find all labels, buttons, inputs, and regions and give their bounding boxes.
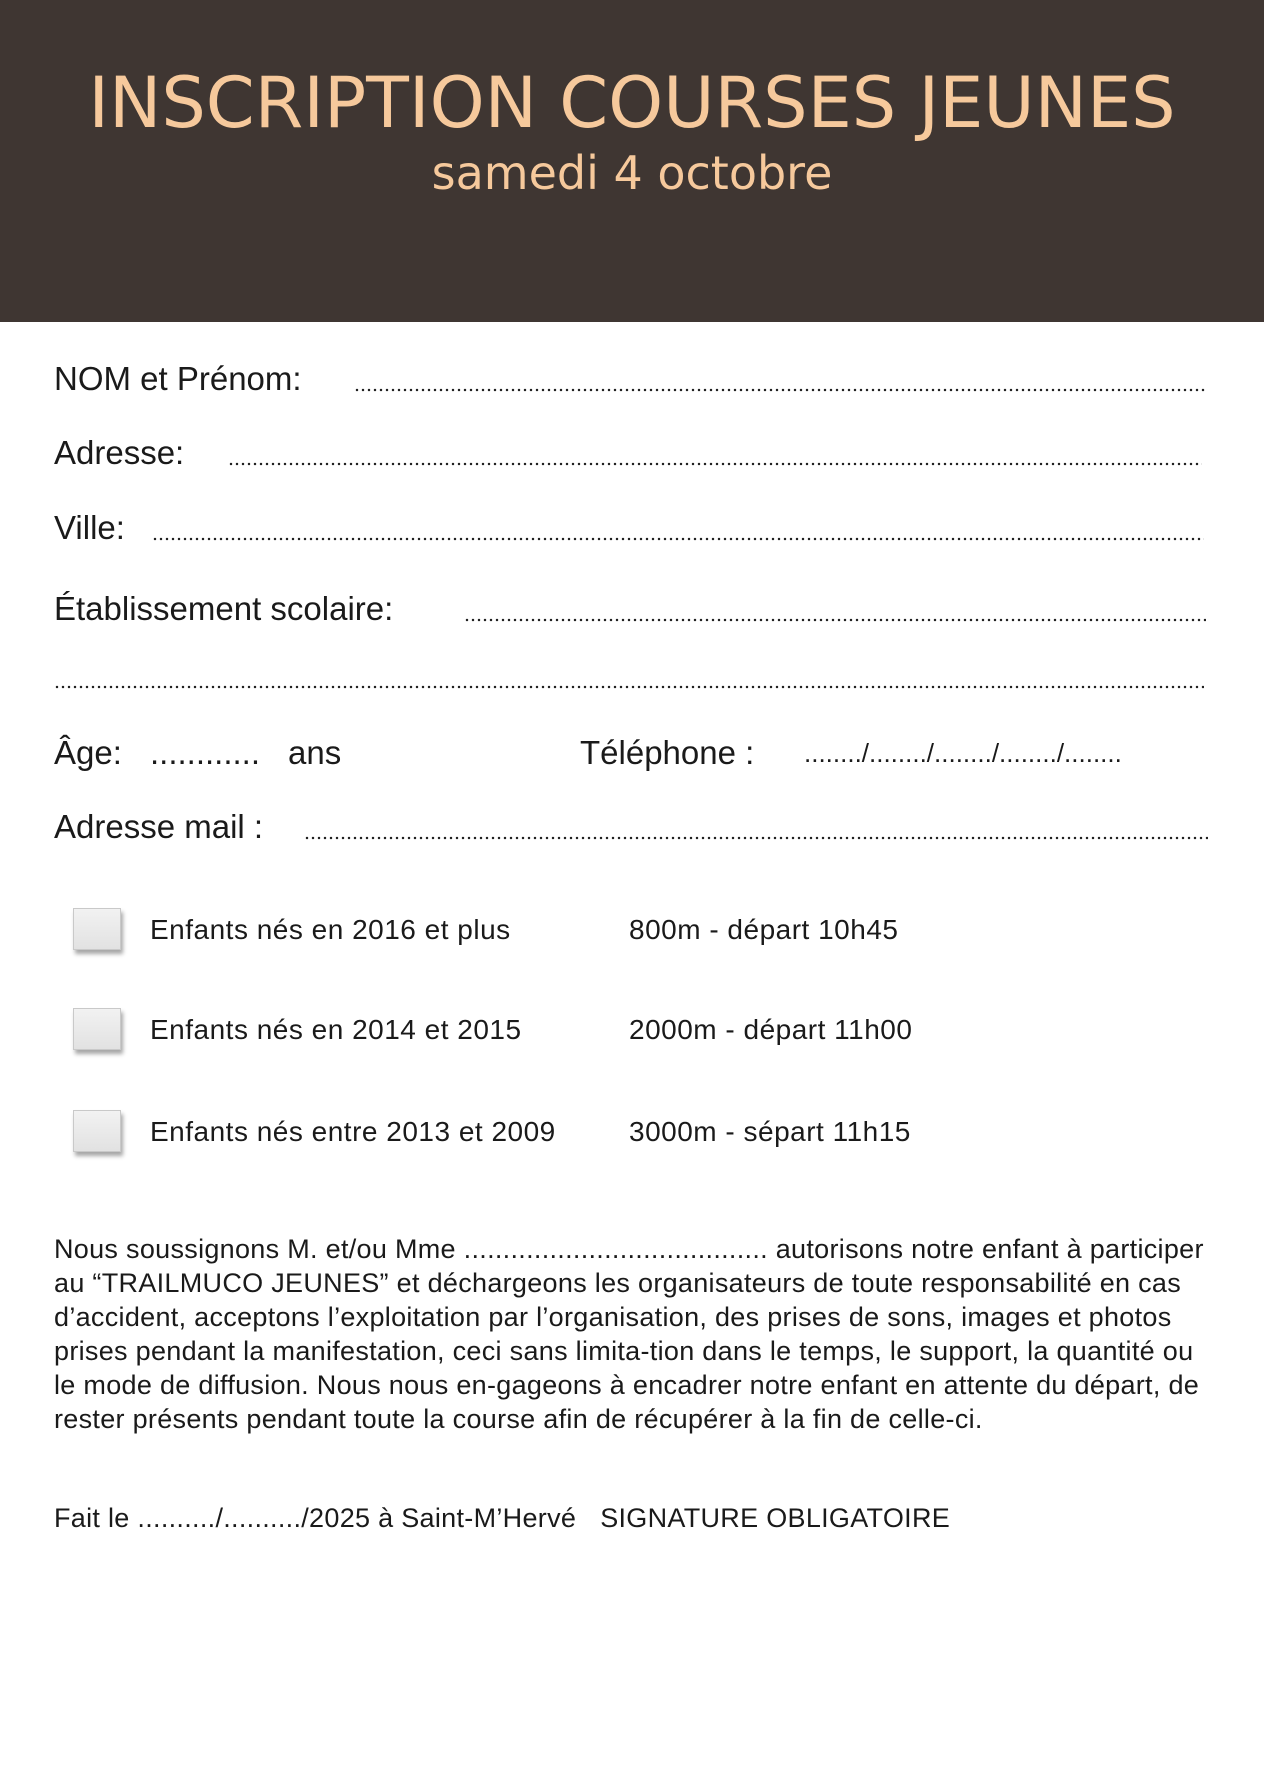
- age-field[interactable]: ............: [150, 734, 261, 771]
- phone-label: Téléphone :: [580, 734, 755, 771]
- age-label: Âge:: [54, 734, 122, 771]
- city-field[interactable]: [152, 537, 1204, 541]
- option-3-label: Enfants nés entre 2013 et 2009: [150, 1116, 556, 1147]
- name-label: NOM et Prénom:: [54, 360, 302, 397]
- name-field[interactable]: [354, 388, 1206, 392]
- option-2-label: Enfants nés en 2014 et 2015: [150, 1014, 522, 1045]
- signature-line: [54, 1503, 950, 1534]
- option-2-distance: 2000m - départ 11h00: [629, 1014, 913, 1045]
- page-title: INSCRIPTION COURSES JEUNES: [88, 62, 1176, 144]
- event-date: samedi 4 octobre: [431, 146, 833, 200]
- signature-label: SIGNATURE OBLIGATOIRE: [600, 1503, 951, 1533]
- date-place-line[interactable]: Fait le ........../........../2025 à Saint-M’Hervé: [54, 1503, 577, 1533]
- authorization-text: Nous soussignons M. et/ou Mme ....................................... autorisons notre enfant à participer au “TRAILMUCO JEUNES” et déchargeons les organisateurs de toute responsabilité en cas d’accident, acceptons l’exploitation par l’organisation, des prises de sons, images et photos prises pendant la manifestation, ceci sans limita-tion dans le temps, le support, la quantité ou le mode de diffusion. Nous nous en-gageons à encadrer notre enfant en attente du départ, de rester présents pendant toute la course afin de récupérer à la fin de celle-ci.: [54, 1234, 1204, 1434]
- option-1-distance: 800m - départ 10h45: [629, 914, 899, 945]
- address-field[interactable]: [228, 462, 1202, 466]
- checkbox-option-3[interactable]: [73, 1110, 121, 1152]
- option-1-label: Enfants nés en 2016 et plus: [150, 914, 511, 945]
- address-label: Adresse:: [54, 434, 185, 471]
- school-label: Établissement scolaire:: [54, 590, 394, 627]
- option-3-distance: 3000m - sépart 11h15: [629, 1116, 911, 1147]
- city-label: Ville:: [54, 509, 125, 546]
- school-field-line-2[interactable]: [54, 685, 1204, 689]
- age-unit: ans: [288, 734, 342, 771]
- header-banner: [0, 0, 1264, 322]
- checkbox-option-2[interactable]: [73, 1008, 121, 1050]
- checkbox-option-1[interactable]: [73, 908, 121, 950]
- email-field[interactable]: [304, 836, 1208, 840]
- email-label: Adresse mail :: [54, 808, 264, 845]
- school-field[interactable]: [464, 618, 1206, 622]
- phone-field[interactable]: ......../......../......../......../........: [804, 738, 1122, 768]
